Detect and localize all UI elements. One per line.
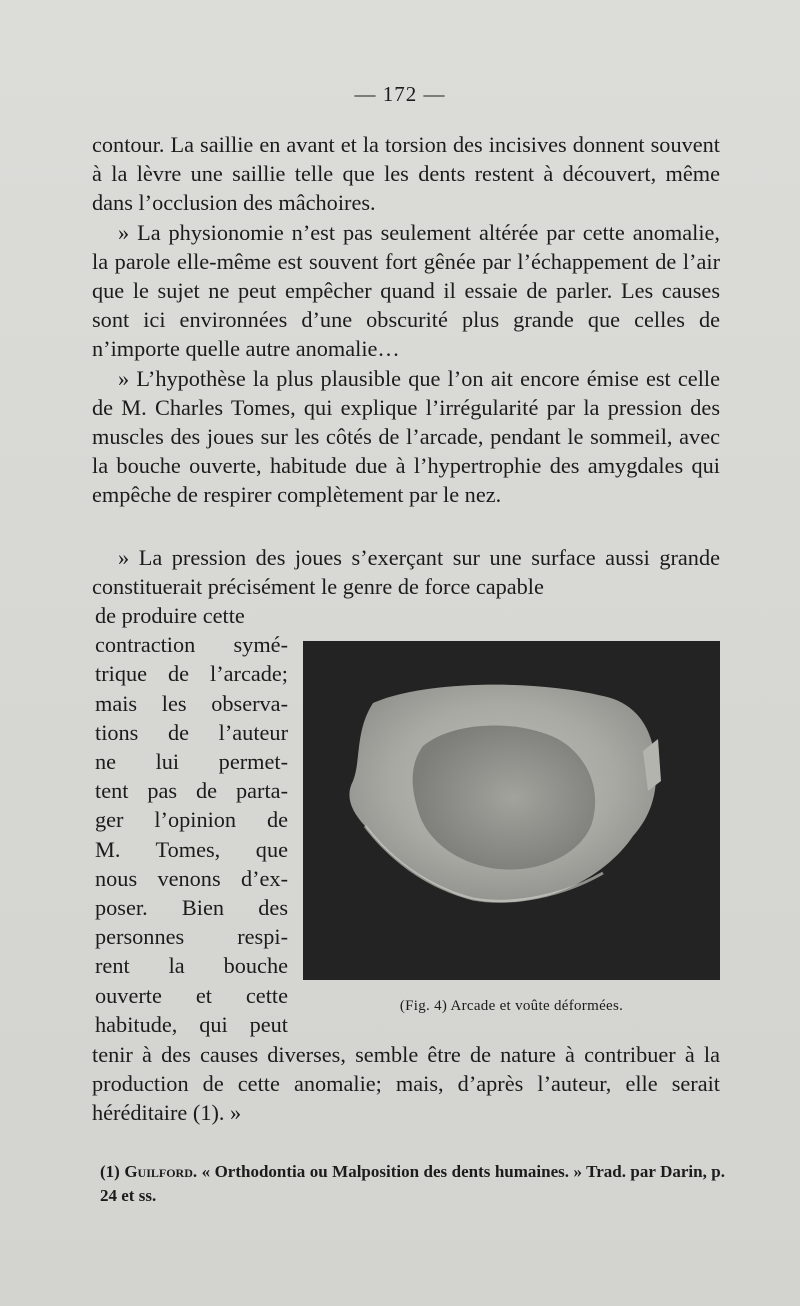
paragraph-2: » La physionomie n’est pas seulement altérée par cette anomalie, la parole elle-même est souvent fort gênée par l’échappement de l’air que le sujet ne peut empêcher quand il essaie de parler. Les causes sont ici environnées d’une obscurité plus grande que celles de n’importe quelle autre anomalie… <box>92 219 720 362</box>
body-text-upper <box>92 130 720 510</box>
wrapped-text-line: M. Tomes, que <box>95 836 288 862</box>
wrapped-text-line: personnes respi- <box>95 924 288 950</box>
wrapped-text-line: trique de l’arcade; <box>95 661 288 687</box>
wrapped-text-line: habitude, qui peut <box>95 1011 288 1037</box>
body-text-paragraph-4-start <box>92 543 720 601</box>
wrapped-text-line: tions de l’auteur <box>95 719 288 745</box>
wrapped-text-line: nous venons d’ex- <box>95 865 288 891</box>
wrapped-text-line: mais les observa- <box>95 690 288 716</box>
footnote-text: « Orthodontia ou Malposition des dents humaines. » Trad. par Darin, p. 24 et ss. <box>100 1162 726 1205</box>
footnote-marker: (1) <box>100 1162 120 1181</box>
paragraph-1: contour. La saillie en avant et la torsion des incisives donnent souvent à la lèvre une saillie telle que les dents restent à découvert, même dans l’occlusion des mâchoires. <box>92 132 720 216</box>
deformed-palate-photo <box>303 641 720 980</box>
wrapped-text-column <box>95 601 288 1039</box>
body-text-paragraph-4-end <box>92 1040 720 1128</box>
figure-caption: (Fig. 4) Arcade et voûte déformées. <box>399 998 624 1014</box>
paragraph-4-start: » La pression des joues s’exerçant sur une surface aussi grande constituerait précisément le genre de force capable <box>92 545 720 600</box>
wrapped-text-line: ouverte et cette <box>95 982 288 1008</box>
footnote <box>100 1160 725 1208</box>
wrapped-text-line: ne lui permet- <box>95 749 288 775</box>
paragraph-4-end: tenir à des causes diverses, semble être de nature à contribuer à la production de cette anomalie; mais, d’après l’auteur, elle serait héréditaire (1). » <box>92 1042 720 1126</box>
figure-photo <box>303 641 720 980</box>
wrapped-text-line: rent la bouche <box>95 953 288 979</box>
wrapped-text-line: poser. Bien des <box>95 895 288 921</box>
wrapped-text-line: ger l’opinion de <box>95 807 288 833</box>
wrapped-text-line: tent pas de parta- <box>95 778 288 804</box>
wrapped-text-line: de produire cette <box>95 603 245 628</box>
page-number: — 172 — <box>354 82 446 106</box>
footnote-author: Guilford. <box>124 1162 198 1181</box>
wrapped-text-line: contraction symé- <box>95 632 288 658</box>
paragraph-3: » L’hypothèse la plus plausible que l’on ait encore émise est celle de M. Charles Tomes, qui explique l’irrégularité par la pression des muscles des joues sur les côtés de l’arcade, pendant le sommeil, avec la bouche ouverte, habitude due à l’hypertrophie des amygdales qui empêche de respirer complètement par le nez. <box>92 365 720 508</box>
